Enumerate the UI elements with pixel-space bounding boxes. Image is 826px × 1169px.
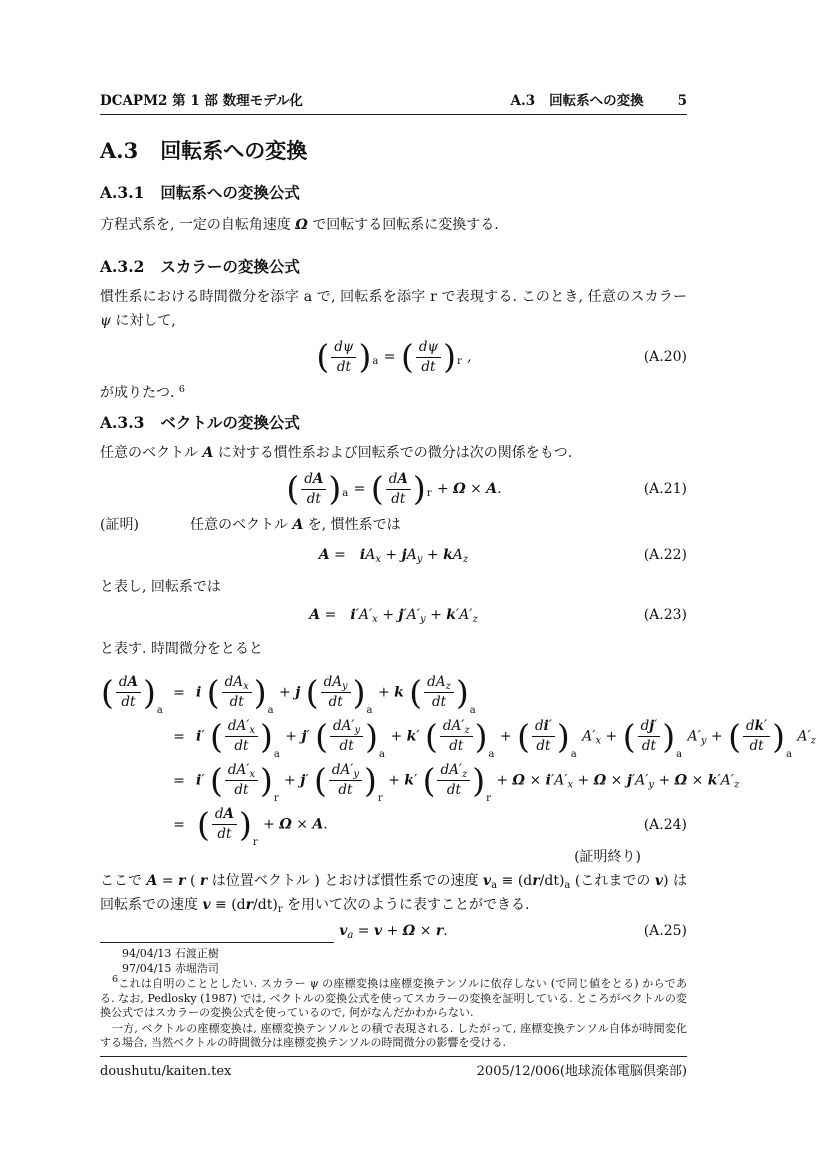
section-heading	[100, 137, 687, 165]
page-header	[100, 93, 687, 109]
subsection-a31-title: 回転系への変換公式	[160, 184, 300, 202]
paragraph-a31: 方程式系を, 一定の自転角速度 Ω で回転する回転系に変換する.	[100, 217, 499, 233]
subsection-a31-number: A.3.1	[100, 183, 145, 202]
header-section-number: A.3	[510, 93, 536, 109]
footer-publisher: 2005/12/006(地球流体電脳倶楽部)	[476, 1064, 687, 1079]
equation-a24-lhs: ( dA dt ) a	[101, 672, 163, 716]
proof-label: (証明)	[100, 517, 139, 533]
footnote-separator-rule	[100, 942, 334, 943]
section-number: A.3	[100, 138, 139, 163]
equation-a24-row-1-rhs: i ( $dA_x$ dt ) a + j ( $dA_y$ dt ) a + k ( $dA_z$ dt ) a	[196, 672, 476, 716]
equation-a25-number: (A.25)	[643, 923, 687, 939]
page-content	[100, 0, 816, 943]
equation-a24-row-3	[100, 759, 740, 804]
proof-intro: 任意のベクトル A を, 慣性系では	[190, 517, 401, 533]
equation-a24-row-2	[100, 715, 816, 760]
equation-a23-number: (A.23)	[643, 607, 687, 623]
subsection-heading-a33	[100, 413, 687, 433]
equation-a24-row-3-rhs: i′ ( $dA'_x$ dt ) r + j′ ( $dA'_y$ dt ) r + k′ ( $dA'_z$ dt ) r + $\Omega \times i'A'_x + \Omega \times j'A'_y + \Omega \times k'A'_z$	[196, 760, 740, 804]
subsection-heading-a32	[100, 257, 687, 277]
header-right	[511, 93, 687, 109]
subsection-a32-number: A.3.2	[100, 257, 145, 276]
equation-a25-body: $v_a = v + \Omega \times r$.	[339, 923, 448, 941]
equation-a21-body: ( dA dt ) a = ( dA dt ) r + Ω × A.	[286, 469, 502, 509]
subsection-a33-number: A.3.3	[100, 413, 145, 432]
proof-line	[100, 513, 687, 537]
paragraph-a32: 慣性系における時間微分を添字 a で, 回転系を添字 r で表現する. このとき, 任意のスカラー ψ に対して,	[100, 289, 687, 329]
header-left-text: DCAPM2 第 1 部 数理モデル化	[100, 93, 303, 109]
subsection-a32-title: スカラーの変換公式	[160, 258, 300, 276]
equals-sign: =	[173, 772, 185, 789]
equation-a25	[100, 919, 687, 943]
proof-end-label: (証明終り)	[574, 849, 641, 865]
equation-a20-number: (A.20)	[643, 349, 687, 365]
header-section-title: 回転系への変換	[549, 93, 644, 109]
equation-a24-row-4-rhs: ( dA dt ) r + Ω × A.	[197, 804, 328, 848]
header-rule	[100, 114, 687, 115]
equation-a24-row-1	[100, 671, 687, 714]
header-page-number: 5	[677, 93, 687, 109]
page-footer	[100, 1056, 687, 1080]
footnote-area	[100, 942, 740, 1051]
equation-a21	[100, 465, 687, 513]
equation-a22-body: A = $iA_x + jA_y + kA_z$	[318, 547, 469, 565]
equation-a24-row-4	[100, 803, 687, 846]
footnote-date-2: 97/04/15 赤堀浩司	[122, 961, 219, 975]
paragraph-velocity: ここで A = r ( r は位置ベクトル ) とおけば慣性系での速度 $v_a \equiv (dr/dt)_a$ (これまでの v) は回転系での速度 $v \equiv (dr/dt)_r$ を用いて次のように表すことができる.	[100, 873, 687, 915]
equals-sign: =	[173, 728, 185, 745]
footer-line	[100, 1064, 687, 1080]
subsection-a33-title: ベクトルの変換公式	[160, 414, 300, 432]
equation-a20-body: ( dψ dt ) a = ( dψ dt ) r ,	[316, 337, 472, 377]
subsection-heading-a31	[100, 183, 687, 203]
equation-a23	[100, 601, 687, 629]
paragraph-a32-after: が成りたつ. $^6$	[100, 384, 185, 401]
equation-a22-number: (A.22)	[643, 547, 687, 563]
footer-filename: doushutu/kaiten.tex	[100, 1064, 232, 1079]
equation-a20	[100, 333, 687, 381]
paragraph-between-1: と表し, 回転系では	[100, 579, 221, 595]
equation-a24-number: (A.24)	[643, 816, 687, 833]
footnote-date-1: 94/04/13 石渡正樹	[122, 947, 219, 960]
footnote-6-continued: 一方, ベクトルの座標変換は, 座標変換テンソルとの積で表現される. したがって, 座標変換テンソル自体が時間変化する場合, 当然ベクトルの時間微分は座標変換テンソルの時間微分の影響を受ける.	[100, 1021, 687, 1049]
equation-a21-number: (A.21)	[643, 481, 687, 497]
footer-rule	[100, 1056, 687, 1057]
footnote-6: $^6$これは自明のこととしたい. スカラー ψ の座標変換は座標変換テンソルに依存しない (で同じ値をとる) からである. なお, Pedlosky (1987) では, ベクトルの変換公式を使ってスカラーの変換を証明している. ところがベクトルの変換公式ではスカラーの変換公式を使っているので, 何がなんだかわからない.	[100, 974, 687, 1019]
equals-sign: =	[173, 816, 185, 833]
equation-a24-block	[100, 671, 816, 848]
paragraph-a33: 任意のベクトル A に対する慣性系および回転系での微分は次の関係をもつ.	[100, 445, 573, 461]
section-title: 回転系への変換	[160, 139, 308, 163]
paragraph-between-2: と表す. 時間微分をとると	[100, 641, 263, 657]
equation-a24-row-2-rhs: i′ ( $dA'_x$ dt ) a + j′ ( $dA'_y$ dt ) a + k′ ( $dA'_z$ dt ) a + ( di′ dt ) a $A'_x$ + ( dj′ dt ) a $A'_y$ + ( dk′ dt ) a $A'_z$	[196, 716, 816, 760]
equation-a23-body: A = $i'A'_x + j'A'_y + k'A'_z$	[309, 607, 478, 625]
equation-a22	[100, 541, 687, 569]
equals-sign: =	[173, 684, 185, 701]
